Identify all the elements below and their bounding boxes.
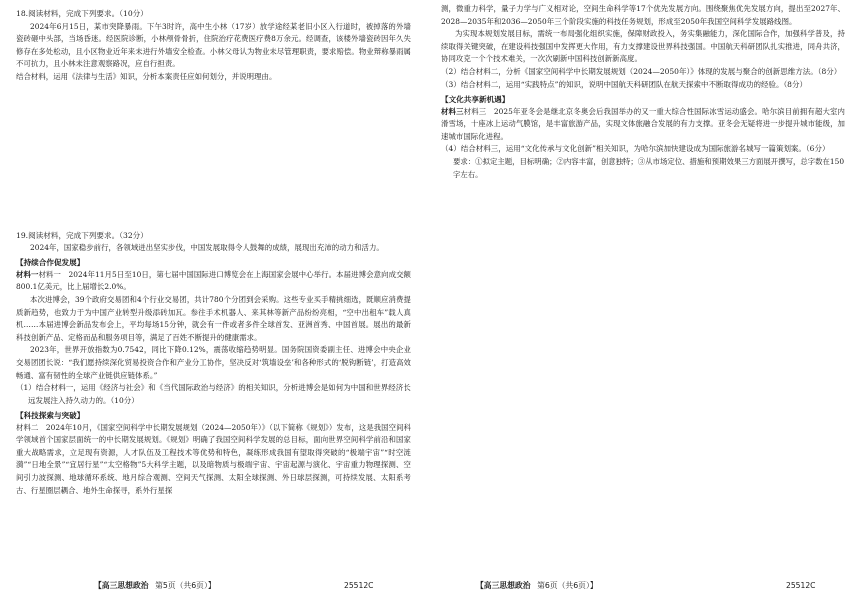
answer-space bbox=[16, 84, 411, 230]
material-1-paragraph-1: 材料一材料一 2024年11月5日至10日，第七届中国国际进口博览会在上海国家会展中心举行。本届进博会意向成交额800.1亿美元，比上届增长2.0%。 bbox=[16, 269, 411, 292]
page-right-column bbox=[441, 0, 845, 607]
material-2-paragraph-1: 材料二 2024年10月，《国家空间科学中长期发展规划（2024—2050年）》（以下简称《规划》）发布，这是我国空间科学领域首个国家层面统一的中长期发展规划。《规划》明确了我国空间科学发展的总目标，面向世界空间科学前沿和国家重大战略需求，立足现有资源，人才队伍及工程技术等优势和特色，凝练形成我国有望取得突破的“极端宇宙”“时空涟漪”“日地全景”“宜居行星”“太空格物”5大科学主题，以及暗物质与极端宇宙、宇宙起源与演化、宇宙重力物理探测、空间引力波探测、地球循环系统、地月综合观测、空间天气探测、太阳全球探测、外日球层探测，可持续发展、太阳系考古、行星圈层耦合、地外生命探寻，系外行星探 bbox=[16, 422, 411, 495]
question-19-title: 19.阅读材料，完成下列要求。（32分） bbox=[16, 230, 148, 240]
page-footer-left bbox=[94, 580, 411, 592]
footer-page-number: 第6页（共6页）】 bbox=[537, 581, 598, 590]
material-3-paragraph-1: 材料三材料三 2025年亚冬会是继北京冬奥会后我国举办的又一重大综合性国际冰雪运动盛会。哈尔滨目前拥有超大室内滑雪场，十座冰上运动气膜馆，是丰富旅游产品，实现文体旅融合发展的有力支撑。亚冬会无疑将进一步提升城市能级，加速城市国际化进程。 bbox=[441, 106, 845, 141]
sub-question-1: （1）结合材料一，运用《经济与社会》和《当代国际政治与经济》的相关知识，分析进博会是如何为中国和世界经济长远发展注入持久动力的。（10分） bbox=[16, 383, 411, 405]
sub-question-4: （4）结合材料三，运用“文化传承与文化创新”相关知识，为哈尔滨加快建设成为国际旅游名城写一篇策划案。（6分） bbox=[441, 144, 830, 154]
footer-page-number: 第5页（共6页）】 bbox=[155, 581, 216, 590]
material-2-paragraph-2: 测，微重力科学，量子力学与广义相对论，空间生命科学等17个优先发展方向。围绕聚焦优先发展方向，提出至2027年、2028—2035年和2036—2050年三个阶段实施的科技任务规划，形成至2050年我国空间科学发展路线图。 bbox=[441, 4, 845, 26]
question-18-title: 18.阅读材料，完成下列要求。（10分） bbox=[16, 9, 148, 18]
material-2-paragraph-3: 为实现本规划发展目标，需统一布局强化组织实施，保障财政投入，务实集融能力，深化国际合作，加强科学普及，持续取得关键突破，在建设科技强国中发挥更大作用，有力支撑建设世界科技强国。中国航天科研团队扎实推进，同舟共济，协同攻克一个个技术难关，一次次刷新中国科技创新新高度。 bbox=[441, 29, 845, 64]
material-1-paragraph-2: 本次进博会，39个政府交易团和4个行业交易团，共计780个分团到会采购。这些专业买手精挑细选，既顺应消费提质新趋势，也致力于为中国产业转型升级添砖加瓦。参往手术机器人、来其林等新产品纷纷亮相，“空中出租车”载人真机……本届进博会新品发布会上，平均每场15分钟，就会有一件或者多件全球首发、亚洲首秀、中国首展。展出的最新科技创新产品、定格而品和服务项目等，满足了百姓不断提升的健康需求。 bbox=[16, 294, 411, 342]
footer-subject: 【高三思想政治 bbox=[94, 581, 149, 590]
section-title-cooperation: 【持续合作促发展】 bbox=[16, 257, 85, 267]
writing-requirements: 要求：①拟定主题，目标明确；②内容丰富，创意独特；③从市场定位、措施和预期效果三方面展开撰写，总字数在150字左右。 bbox=[453, 157, 845, 179]
footer-code: 25512C bbox=[344, 581, 374, 590]
page-footer-right bbox=[476, 580, 845, 592]
section-title-technology: 【科技探索与突破】 bbox=[16, 410, 85, 420]
footer-subject: 【高三思想政治 bbox=[476, 581, 531, 590]
material-1-text: 材料一 2024年11月5日至10日，第七届中国国际进口博览会在上海国家会展中心举行。本届进博会意向成交额800.1亿美元，比上届增长2.0%。 bbox=[16, 269, 411, 292]
section-title-culture: 【文化共享新机遇】 bbox=[441, 94, 510, 104]
sub-question-3: （3）结合材料二，运用“实践特点”的知识，说明中国航天科研团队在航天探索中不断取得成功的经验。（8分） bbox=[441, 79, 807, 89]
question-18-material: 2024年6月15日，某市突降暴雨。下午3时许，高中生小林（17岁）放学途经某老旧小区入行道时，被掉落的外墙瓷砖砸中头部，当场昏迷。经医院诊断，小林颅骨骨折，住院治疗花费医疗费8万余元。经调查，该楼外墙瓷砖因年久失修存在多处松动，且小区物业近年来未进行外墙安全检查。小林父母认为物业未尽管理职责，要求赔偿。物业辩称暴雨属不可抗力，且小林未注意观察路况，应自行担责。 bbox=[16, 21, 411, 69]
question-19-intro: 2024年，国家稳步前行，各领域迸出坚实步伐，中国发展取得令人鼓舞的成绩，展现出充沛的动力和活力。 bbox=[30, 243, 384, 253]
material-3-text: 材料三 2025年亚冬会是继北京冬奥会后我国举办的又一重大综合性国际冰雪运动盛会。哈尔滨目前拥有超大室内滑雪场，十座冰上运动气膜馆，是丰富旅游产品，实现文体旅融合发展的有力支撑。亚冬会无疑将进一步提升城市能级，加速城市国际化进程。 bbox=[441, 106, 845, 141]
page-left-column bbox=[16, 0, 411, 607]
question-18-prompt: 结合材料，运用《法律与生活》知识，分析本案责任应如何划分，并说明理由。 bbox=[16, 71, 277, 81]
sub-question-2: （2）结合材料二，分析《国家空间科学中长期发展规划（2024—2050年）》体现的发展与聚合的创新思维方法。（8分） bbox=[441, 66, 842, 76]
material-1-paragraph-3: 2023年，世界开放指数为0.7542，同比下降0.12%，震荡收缩趋势明显。国务院国资委副主任、进博会中央企业交易团团长说：“我们愿持续深化贸易投资合作和产业分工协作，坚决反对‘筑墙设垒’和各种形式的‘脱钩断链’，打造高效畅通、富有韧性的全球产业链供应链体系。” bbox=[16, 345, 411, 380]
footer-code: 25512C bbox=[786, 581, 816, 590]
